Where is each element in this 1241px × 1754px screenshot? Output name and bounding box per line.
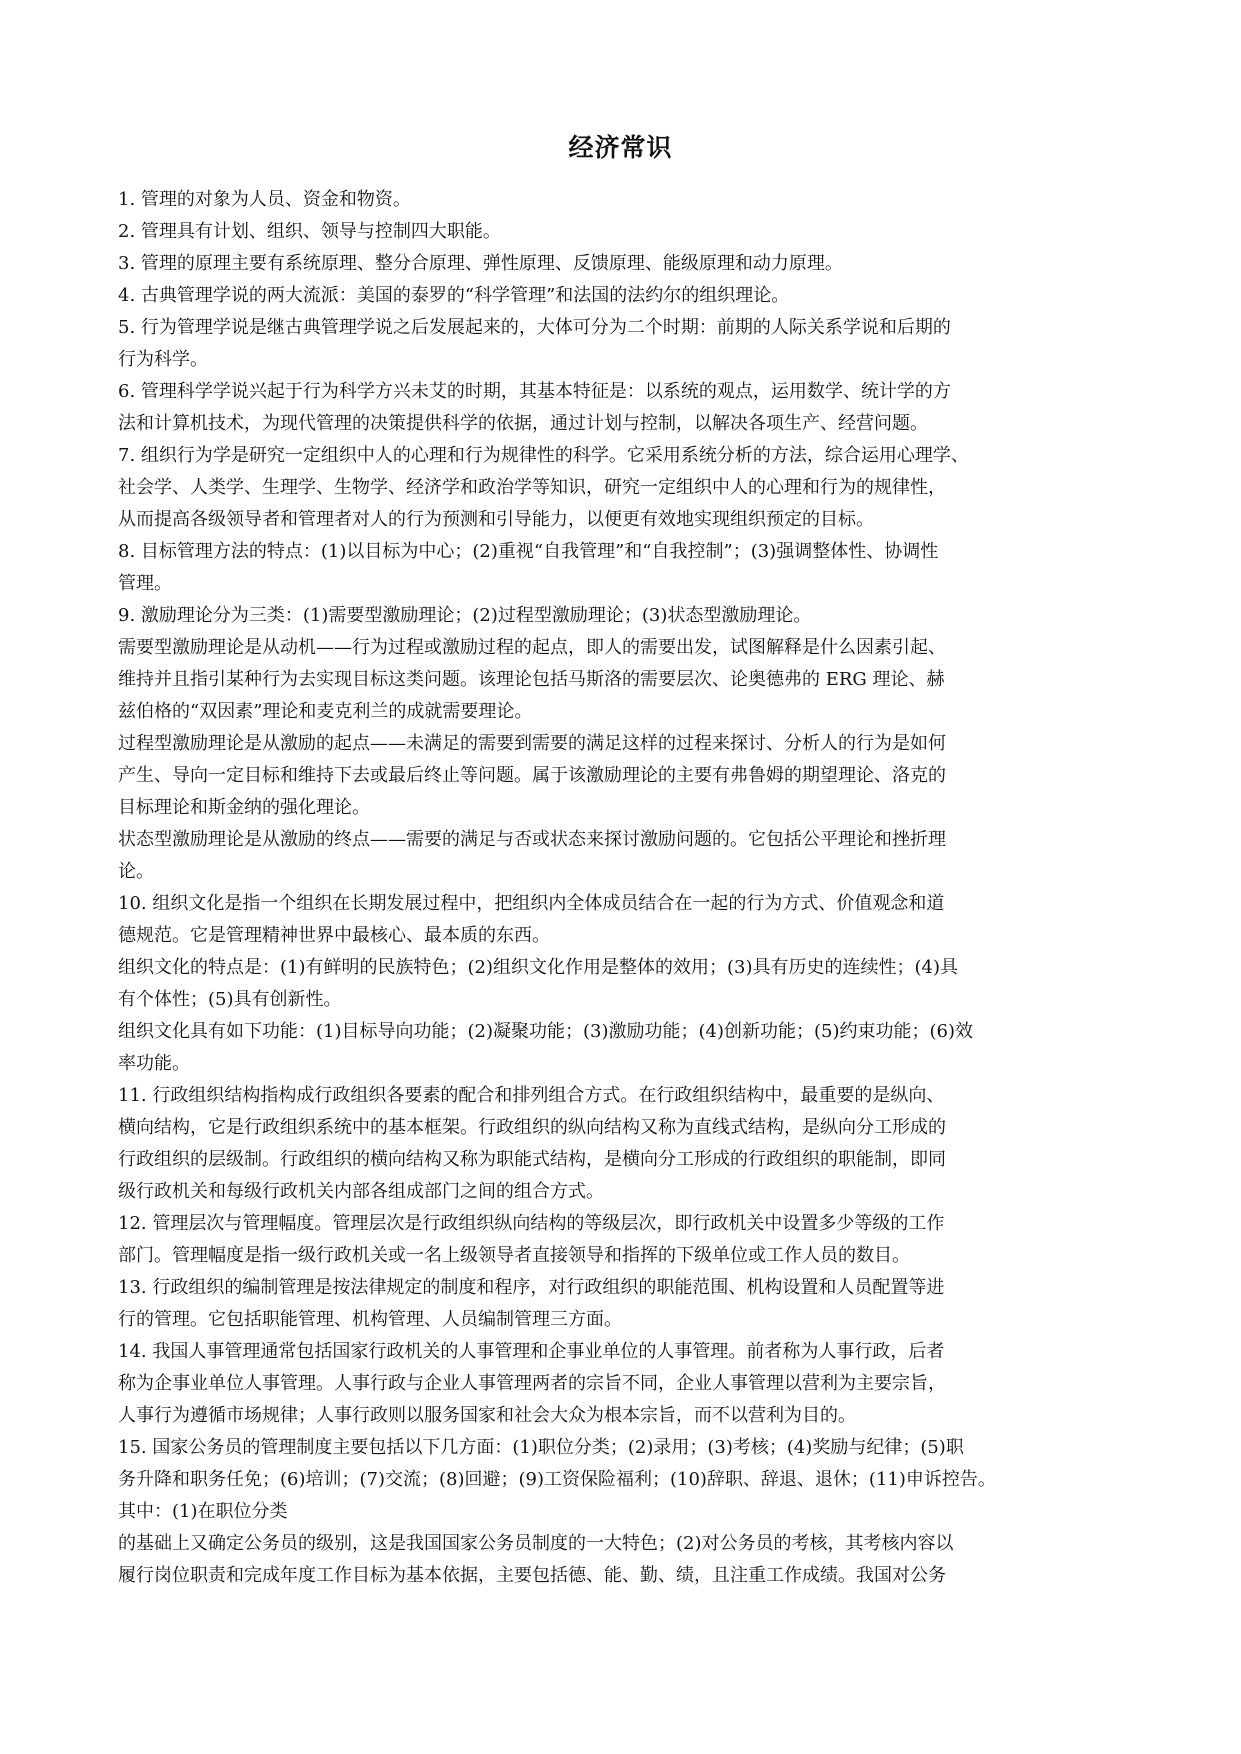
- text-line: 8. 目标管理方法的特点：(1)以目标为中心；(2)重视“自我管理”和“自我控制”；(3)强调整体性、协调性: [118, 541, 939, 562]
- text-line: 有个体性；(5)具有创新性。: [118, 989, 342, 1010]
- text-line: 社会学、人类学、生理学、生物学、经济学和政治学等知识，研究一定组织中人的心理和行为的规律性，: [118, 477, 946, 498]
- text-line: 横向结构，它是行政组织系统中的基本框架。行政组织的纵向结构又称为直线式结构，是纵向分工形成的: [118, 1117, 946, 1138]
- text-line: 13. 行政组织的编制管理是按法律规定的制度和程序，对行政组织的职能范围、机构设置和人员配置等进: [118, 1277, 945, 1298]
- text-line: 1. 管理的对象为人员、资金和物资。: [118, 189, 411, 210]
- text-line: 级行政机关和每级行政机关内部各组成部门之间的组合方式。: [118, 1181, 604, 1202]
- text-line: 9. 激励理论分为三类：(1)需要型激励理论；(2)过程型激励理论；(3)状态型激励理论。: [118, 605, 812, 626]
- text-line: 从而提高各级领导者和管理者对人的行为预测和引导能力，以便更有效地实现组织预定的目标。: [118, 509, 874, 530]
- text-line: 行的管理。它包括职能管理、机构管理、人员编制管理三方面。: [118, 1309, 622, 1330]
- text-line: 管理。: [118, 573, 172, 594]
- text-line: 5. 行为管理学说是继古典管理学说之后发展起来的，大体可分为二个时期：前期的人际关系学说和后期的: [118, 317, 951, 338]
- text-line: 行为科学。: [118, 349, 208, 370]
- text-line: 11. 行政组织结构指构成行政组织各要素的配合和排列组合方式。在行政组织结构中，最重要的是纵向、: [118, 1085, 945, 1106]
- text-line: 15. 国家公务员的管理制度主要包括以下几方面：(1)职位分类；(2)录用；(3)考核；(4)奖励与纪律；(5)职: [118, 1437, 964, 1458]
- text-line: 组织文化的特点是：(1)有鲜明的民族特色；(2)组织文化作用是整体的效用；(3)具有历史的连续性；(4)具: [118, 957, 958, 978]
- text-line: 14. 我国人事管理通常包括国家行政机关的人事管理和企事业单位的人事管理。前者称为人事行政，后者: [118, 1341, 945, 1362]
- text-line: 行政组织的层级制。行政组织的横向结构又称为职能式结构，是横向分工形成的行政组织的职能制，即同: [118, 1149, 946, 1170]
- text-line: 兹伯格的“双因素”理论和麦克利兰的成就需要理论。: [118, 701, 533, 722]
- text-line: 过程型激励理论是从激励的起点——未满足的需要到需要的满足这样的过程来探讨、分析人的行为是如何: [118, 733, 946, 754]
- text-line: 组织文化具有如下功能：(1)目标导向功能；(2)凝聚功能；(3)激励功能；(4)创新功能；(5)约束功能；(6)效: [118, 1021, 973, 1042]
- text-line: 人事行为遵循市场规律；人事行政则以服务国家和社会大众为根本宗旨，而不以营利为目的。: [118, 1405, 856, 1426]
- text-line: 的基础上又确定公务员的级别，这是我国国家公务员制度的一大特色；(2)对公务员的考核，其考核内容以: [118, 1533, 954, 1554]
- text-line: 部门。管理幅度是指一级行政机关或一名上级领导者直接领导和指挥的下级单位或工作人员的数目。: [118, 1245, 910, 1266]
- text-line: 需要型激励理论是从动机——行为过程或激励过程的起点，即人的需要出发，试图解释是什么因素引起、: [118, 637, 946, 658]
- text-line: 3. 管理的原理主要有系统原理、整分合原理、弹性原理、反馈原理、能级原理和动力原理。: [118, 253, 843, 274]
- text-line: 6. 管理科学学说兴起于行为科学方兴未艾的时期，其基本特征是：以系统的观点，运用数学、统计学的方: [118, 381, 951, 402]
- text-line: 履行岗位职责和完成年度工作目标为基本依据，主要包括德、能、勤、绩，且注重工作成绩。我国对公务: [118, 1565, 946, 1586]
- document-body: [118, 184, 1122, 1592]
- text-line: 德规范。它是管理精神世界中最核心、最本质的东西。: [118, 925, 550, 946]
- text-line: 状态型激励理论是从激励的终点——需要的满足与否或状态来探讨激励问题的。它包括公平理论和挫折理: [118, 829, 946, 850]
- text-line: 10. 组织文化是指一个组织在长期发展过程中，把组织内全体成员结合在一起的行为方式、价值观念和道: [118, 893, 945, 914]
- text-line: 4. 古典管理学说的两大流派：美国的泰罗的“科学管理”和法国的法约尔的组织理论。: [118, 285, 790, 306]
- text-line: 目标理论和斯金纳的强化理论。: [118, 797, 370, 818]
- text-line: 12. 管理层次与管理幅度。管理层次是行政组织纵向结构的等级层次，即行政机关中设置多少等级的工作: [118, 1213, 945, 1234]
- text-line: 7. 组织行为学是研究一定组织中人的心理和行为规律性的科学。它采用系统分析的方法，综合运用心理学、: [118, 445, 969, 466]
- document-title: 经济常识: [568, 133, 673, 162]
- text-line: 务升降和职务任免；(6)培训；(7)交流；(8)回避；(9)工资保险福利；(10)辞职、辞退、退休；(11)申诉控告。: [118, 1469, 996, 1490]
- text-line: 称为企事业单位人事管理。人事行政与企业人事管理两者的宗旨不同，企业人事管理以营利为主要宗旨，: [118, 1373, 946, 1394]
- text-line: 维持并且指引某种行为去实现目标这类问题。该理论包括马斯洛的需要层次、论奥德弗的 ERG 理论、赫: [118, 669, 945, 690]
- text-line: 2. 管理具有计划、组织、领导与控制四大职能。: [118, 221, 501, 242]
- text-line: 论。: [118, 861, 154, 882]
- text-line: 其中：(1)在职位分类: [118, 1501, 288, 1522]
- text-line: 产生、导向一定目标和维持下去或最后终止等问题。属于该激励理论的主要有弗鲁姆的期望理论、洛克的: [118, 765, 946, 786]
- text-line: 率功能。: [118, 1053, 190, 1074]
- text-line: 法和计算机技术，为现代管理的决策提供科学的依据，通过计划与控制，以解决各项生产、经营问题。: [118, 413, 928, 434]
